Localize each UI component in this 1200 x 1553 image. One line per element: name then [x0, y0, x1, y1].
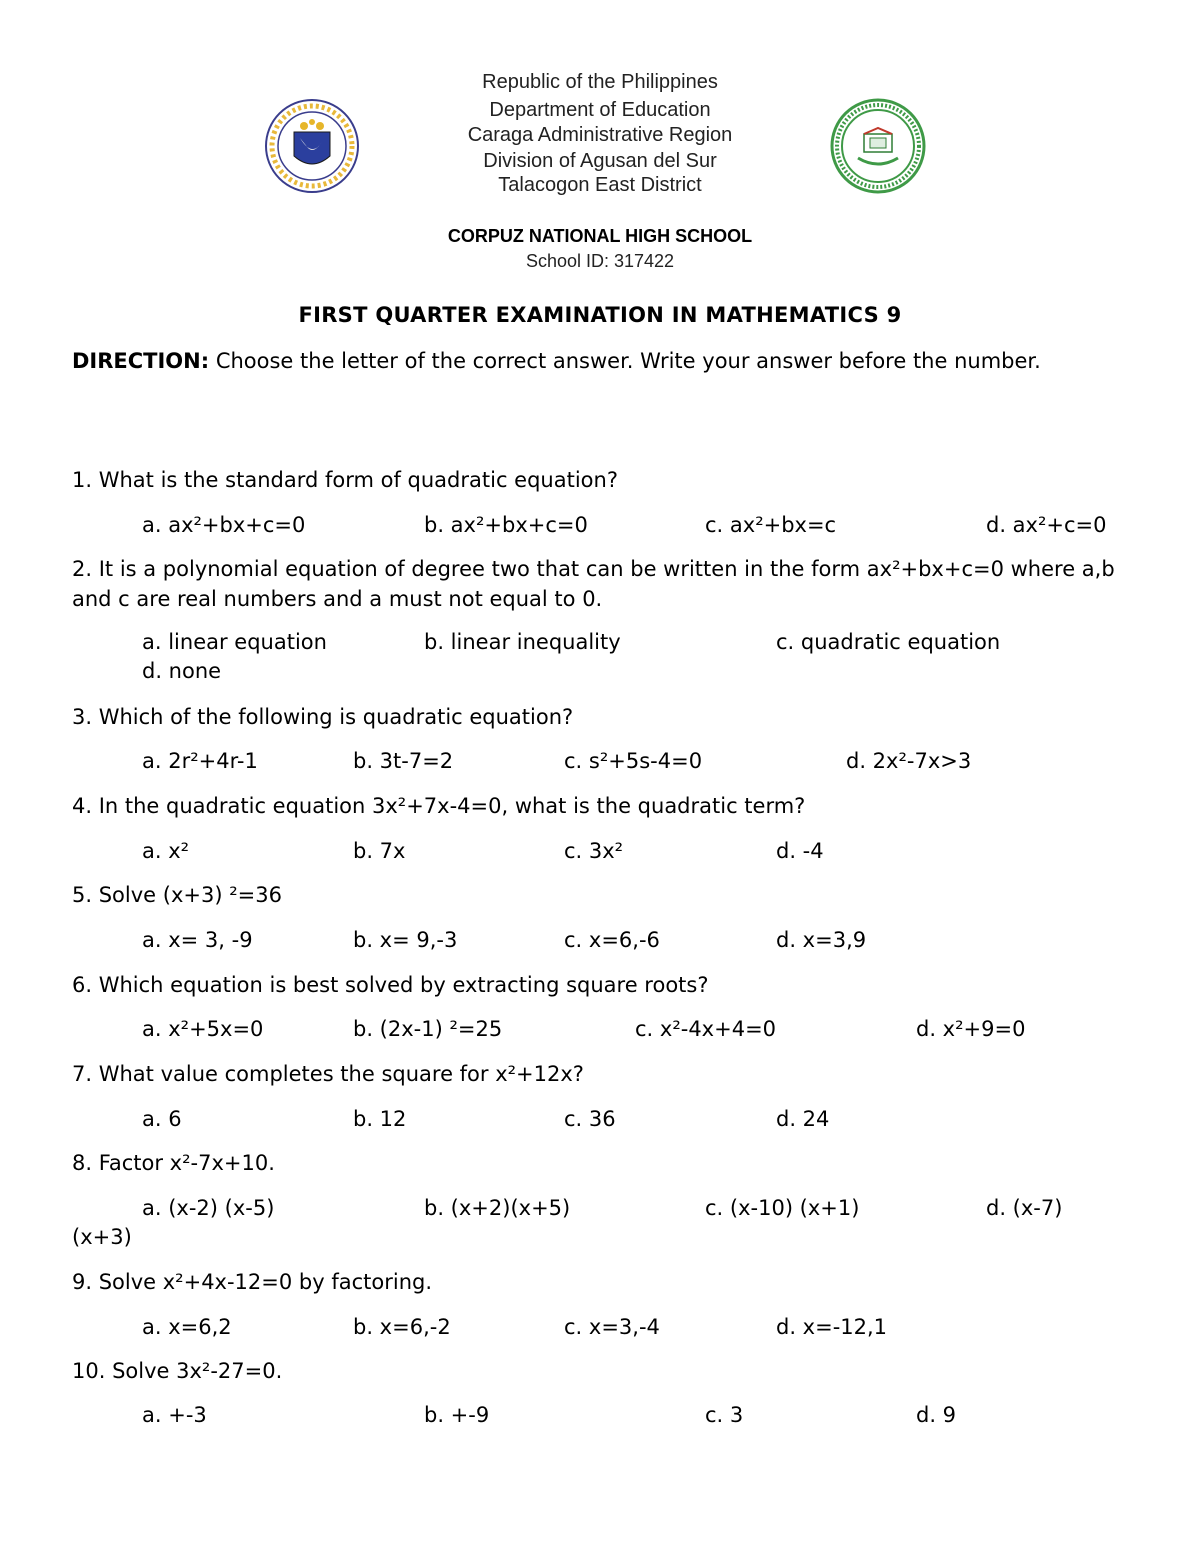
header-line-division: Division of Agusan del Sur [483, 150, 717, 172]
q6-option-b: b. (2x-1) ²=25 [353, 1017, 503, 1041]
direction-label: DIRECTION: [72, 349, 210, 373]
direction-text: Choose the letter of the correct answer. Write your answer before the number. [209, 349, 1041, 373]
q6-option-d: d. x²+9=0 [916, 1017, 1026, 1041]
q7-option-a: a. 6 [142, 1107, 182, 1131]
q1-option-b: b. ax²+bx+c=0 [424, 513, 588, 537]
q8-option-d-continued: (x+3) [72, 1225, 132, 1249]
q7-option-d: d. 24 [776, 1107, 830, 1131]
q9-option-b: b. x=6,-2 [353, 1315, 451, 1339]
direction [72, 346, 1132, 376]
q1-option-a: a. ax²+bx+c=0 [142, 513, 306, 537]
header-line-region: Caraga Administrative Region [467, 124, 733, 146]
q8-option-a: a. (x-2) (x-5) [142, 1196, 275, 1220]
header-line-district: Talacogon East District [498, 174, 702, 196]
q5-option-a: a. x= 3, -9 [142, 928, 253, 952]
q10-option-a: a. +-3 [142, 1403, 207, 1427]
question-7: 7. What value completes the square for x²+12x? [72, 1062, 584, 1086]
question-8: 8. Factor x²-7x+10. [72, 1151, 275, 1175]
q5-option-d: d. x=3,9 [776, 928, 867, 952]
exam-title: FIRST QUARTER EXAMINATION IN MATHEMATICS 9 [298, 303, 902, 327]
q6-option-c: c. x²-4x+4=0 [635, 1017, 777, 1041]
q8-option-c: c. (x-10) (x+1) [705, 1196, 860, 1220]
q4-option-c: c. 3x² [564, 839, 624, 863]
question-4: 4. In the quadratic equation 3x²+7x-4=0, what is the quadratic term? [72, 794, 806, 818]
question-2: 2. It is a polynomial equation of degree two that can be written in the form ax²+bx+c=0 where a,b and c are real numbers and a must not equal to 0. [72, 557, 1115, 611]
q7-option-c: c. 36 [564, 1107, 616, 1131]
question-10: 10. Solve 3x²-27=0. [72, 1359, 283, 1383]
question-9: 9. Solve x²+4x-12=0 by factoring. [72, 1270, 433, 1294]
q7-option-b: b. 12 [353, 1107, 407, 1131]
q3-option-d: d. 2x²-7x>3 [846, 749, 972, 773]
q8-option-d: d. (x-7) [986, 1196, 1063, 1220]
q4-option-d: d. -4 [776, 839, 824, 863]
q4-option-a: a. x² [142, 839, 190, 863]
q2-option-a: a. linear equation [142, 630, 327, 654]
header-line-deped: Department of Education [489, 99, 711, 121]
q2-option-c: c. quadratic equation [776, 630, 1001, 654]
q8-option-b: b. (x+2)(x+5) [424, 1196, 571, 1220]
header-line-republic: Republic of the Philippines [482, 71, 718, 93]
q9-option-c: c. x=3,-4 [564, 1315, 660, 1339]
q1-option-d: d. ax²+c=0 [986, 513, 1107, 537]
question-3: 3. Which of the following is quadratic equation? [72, 705, 574, 729]
q10-option-c: c. 3 [705, 1403, 744, 1427]
q3-option-c: c. s²+5s-4=0 [564, 749, 703, 773]
q9-option-d: d. x=-12,1 [776, 1315, 888, 1339]
q6-option-a: a. x²+5x=0 [142, 1017, 264, 1041]
q3-option-a: a. 2r²+4r-1 [142, 749, 258, 773]
school-name: CORPUZ NATIONAL HIGH SCHOOL [447, 226, 753, 246]
q4-option-b: b. 7x [353, 839, 406, 863]
q1-option-c: c. ax²+bx=c [705, 513, 837, 537]
q2-option-b: b. linear inequality [424, 630, 621, 654]
q5-option-b: b. x= 9,-3 [353, 928, 458, 952]
school-id: School ID: 317422 [525, 251, 675, 271]
question-6: 6. Which equation is best solved by extracting square roots? [72, 973, 709, 997]
question-5: 5. Solve (x+3) ²=36 [72, 883, 282, 907]
q9-option-a: a. x=6,2 [142, 1315, 232, 1339]
q10-option-d: d. 9 [916, 1403, 957, 1427]
q5-option-c: c. x=6,-6 [564, 928, 660, 952]
q2-option-d: d. none [142, 659, 222, 683]
q3-option-b: b. 3t-7=2 [353, 749, 454, 773]
q10-option-b: b. +-9 [424, 1403, 490, 1427]
question-1: 1. What is the standard form of quadratic equation? [72, 468, 618, 492]
